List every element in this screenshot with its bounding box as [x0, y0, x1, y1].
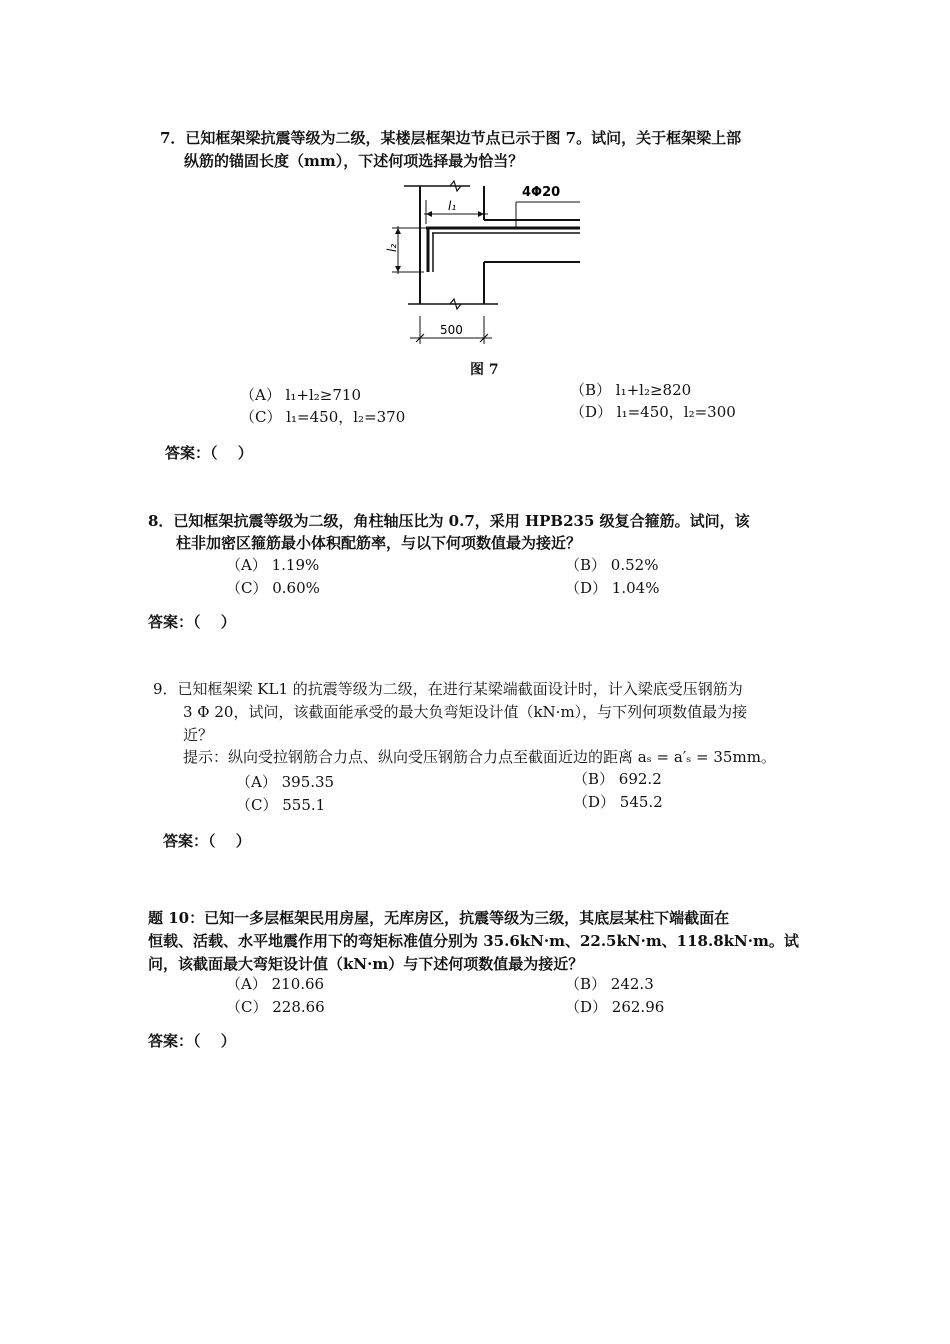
- q9-option-c[interactable]: （C） 555.1: [236, 796, 326, 814]
- q8-text-line2: 柱非加密区箍筋最小体积配筋率，与以下何项数值最为接近？: [176, 534, 582, 552]
- q9-hint: 提示：纵向受拉钢筋合力点、纵向受压钢筋合力点至截面近边的距离 aₛ = a′ₛ = 35mm。: [183, 748, 776, 766]
- q9-text-line3: 近？: [183, 726, 214, 744]
- q10-option-a[interactable]: （A） 210.66: [226, 975, 325, 993]
- q8-option-a[interactable]: （A） 1.19%: [226, 556, 320, 574]
- l2-label: l₂: [385, 243, 399, 252]
- figure-7-caption: 图 7: [470, 362, 499, 378]
- q9-option-d[interactable]: （D） 545.2: [573, 793, 663, 811]
- q8-option-d[interactable]: （D） 1.04%: [565, 579, 660, 597]
- q10-text-line3: 问，该截面最大弯矩设计值（kN·m）与下述何项数值最为接近？: [148, 955, 584, 973]
- q7-option-a[interactable]: （A） l₁+l₂≥710: [240, 386, 361, 404]
- q7-option-d[interactable]: （D） l₁=450，l₂=300: [570, 403, 736, 421]
- rebar-label: 4Φ20: [522, 185, 561, 200]
- q7-answer[interactable]: 答案：（ ）: [165, 444, 253, 462]
- q10-text-line1: 题 10：已知一多层框架民用房屋，无库房区，抗震等级为三级，其底层某柱下端截面在: [148, 909, 730, 927]
- q10-option-d[interactable]: （D） 262.96: [565, 998, 665, 1016]
- q9-option-a[interactable]: （A） 395.35: [236, 773, 335, 791]
- q7-option-c[interactable]: （C） l₁=450，l₂=370: [240, 408, 406, 426]
- q8-option-c[interactable]: （C） 0.60%: [226, 579, 320, 597]
- q8-option-b[interactable]: （B） 0.52%: [565, 556, 659, 574]
- l2-arrow-bottom: [395, 266, 401, 272]
- q7-text-line1: 7．已知框架梁抗震等级为二级，某楼层框架边节点已示于图 7。试问，关于框架梁上部: [160, 129, 742, 147]
- q9-option-b[interactable]: （B） 692.2: [573, 770, 662, 788]
- q8-text-line1: 8．已知框架抗震等级为二级，角柱轴压比为 0.7，采用 HPB235 级复合箍筋。试问，该: [148, 512, 750, 530]
- l2-arrow-top: [395, 228, 401, 234]
- q10-option-c[interactable]: （C） 228.66: [226, 998, 325, 1016]
- q10-answer[interactable]: 答案：（ ）: [148, 1032, 236, 1050]
- q7-option-b[interactable]: （B） l₁+l₂≥820: [570, 381, 692, 399]
- dim500-label: 500: [440, 323, 463, 337]
- l1-arrow-left: [426, 211, 432, 217]
- figure-7-beam-column-joint: [380, 176, 630, 356]
- q7-text-line2: 纵筋的锚固长度（mm），下述何项选择最为恰当？: [184, 152, 524, 170]
- q10-option-b[interactable]: （B） 242.3: [565, 975, 654, 993]
- l1-label: l₁: [448, 199, 457, 213]
- q9-text-line2: 3 Φ 20，试问，该截面能承受的最大负弯矩设计值（kN·m），与下列何项数值最为接: [183, 703, 748, 721]
- q8-answer[interactable]: 答案：（ ）: [148, 613, 236, 631]
- q10-text-line2: 恒载、活载、水平地震作用下的弯矩标准值分别为 35.6kN·m、22.5kN·m、118.8kN·m。试: [148, 932, 799, 950]
- q9-answer[interactable]: 答案：（ ）: [163, 832, 251, 850]
- q9-text-line1: 9．已知框架梁 KL1 的抗震等级为二级，在进行某梁端截面设计时，计入梁底受压钢筋为: [153, 680, 743, 698]
